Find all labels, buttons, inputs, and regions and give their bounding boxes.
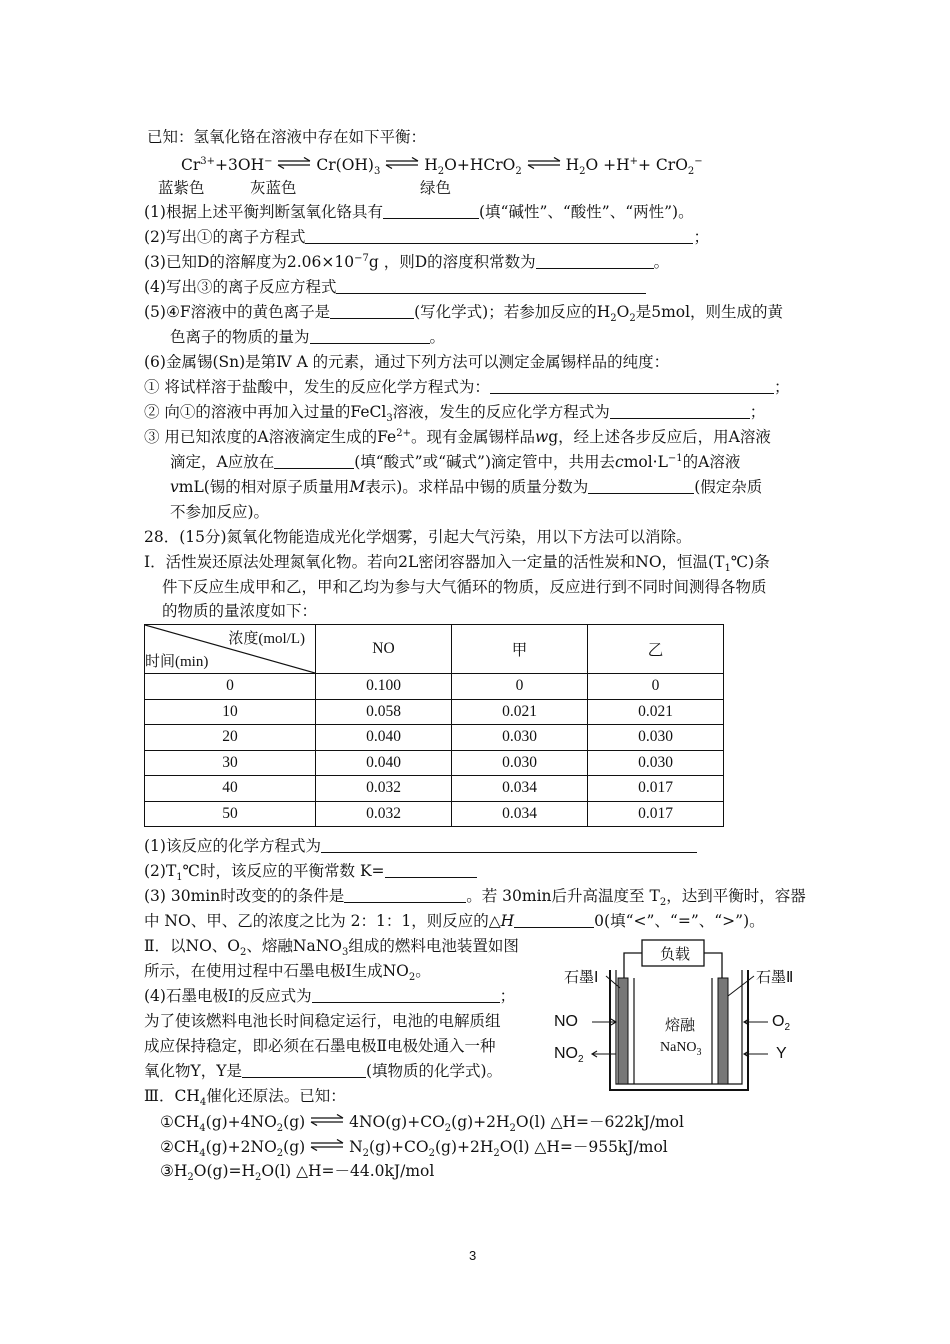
table-row <box>145 750 724 776</box>
section-II-line5: 成应保持稳定，即必须在石墨电极Ⅱ电极处通入一种 <box>144 1037 496 1055</box>
table-cell: 0.100 <box>316 674 452 700</box>
table-row <box>145 801 724 827</box>
answer-blank[interactable] <box>490 377 774 394</box>
reaction-3: $③H_2O(g)=H_2O(l)$ △H=－44.0kJ/mol <box>160 1162 435 1184</box>
section-II-line1: Ⅱ．以NO、$O_2$、熔融NaNO$_3$组成的燃料电池装置如图 <box>144 937 519 959</box>
table-cell: 0.017 <box>588 801 724 827</box>
question-6-step1: ① 将试样溶于盐酸中，发生的反应化学方程式为： ； <box>144 378 790 396</box>
table-cell: 0.021 <box>452 699 588 725</box>
equilibrium-arrow-icon <box>310 1135 344 1147</box>
intro-line: 已知：氢氧化铬在溶液中存在如下平衡： <box>147 128 427 146</box>
question-1: (1)根据上述平衡判断氢氧化铬具有 (填“碱性”、“酸性”、“两性”)。 <box>144 203 694 221</box>
table-cell: 0.030 <box>588 750 724 776</box>
equilibrium-arrow-icon <box>385 153 419 165</box>
leader-line-2 <box>728 976 754 996</box>
graphite-electrode-1 <box>618 978 628 1084</box>
table-row <box>145 725 724 751</box>
question-6-head: (6)金属锡(Sn)是第Ⅳ A 的元素，通过下列方法可以测定金属锡样品的纯度： <box>144 353 670 371</box>
table-cell: 0.034 <box>452 801 588 827</box>
table-cell: 0 <box>145 674 316 700</box>
section-II-line6: 氧化物Y，Y是 (填物质的化学式)。 <box>144 1062 503 1080</box>
table-cell: 20 <box>145 725 316 751</box>
equilibrium-equation: $Cr^{3+}+3OH^-$ $Cr(OH)_3$ $H_2O+HCrO_2$ $H_2O +H^++ CrO_2^-$ <box>181 153 703 176</box>
table-cell: 0 <box>588 674 724 700</box>
no2-gas-label: $NO_2$ <box>554 1045 584 1066</box>
answer-blank[interactable] <box>242 1061 366 1078</box>
corner-concentration-label: 浓度(mol/L) <box>228 631 305 647</box>
section-III-head: Ⅲ．$CH_4$催化还原法。已知： <box>144 1087 346 1109</box>
table-cell: 10 <box>145 699 316 725</box>
equilibrium-arrow-icon <box>277 153 311 165</box>
table-cell: 0.032 <box>316 801 452 827</box>
table-cell: 0 <box>452 674 588 700</box>
table-cell: 0.030 <box>452 725 588 751</box>
answer-blank[interactable] <box>336 277 646 294</box>
section-II-line2: 所示，在使用过程中石墨电极Ⅰ生成$NO_2$。 <box>144 962 431 984</box>
answer-blank[interactable] <box>305 227 693 244</box>
column-header: 乙 <box>588 625 724 674</box>
answer-blank[interactable] <box>588 477 694 494</box>
equilibrium-arrow-icon <box>310 1110 344 1122</box>
section-I-line1: I．活性炭还原法处理氮氧化物。若向2L密闭容器加入一定量的活性炭和NO，恒温$(T_1℃)$条 <box>144 553 770 575</box>
question-6-step3-line2: 滴定，A应放在 (填“酸式”或“碱式”)滴定管中，共用去$cmol\cdot L^{-1}$的A溶液 <box>170 452 741 471</box>
question-5-line2: 色离子的物质的量为 。 <box>170 328 446 346</box>
table-question-3-line1: (3) 30min时改变的的条件是 。若 30min后升高温度至 $T_2$，达到平衡时，容器 <box>144 887 806 909</box>
answer-blank[interactable] <box>536 252 654 269</box>
answer-blank[interactable] <box>385 861 477 878</box>
question-6-step3-line4: 不参加反应)。 <box>170 503 270 521</box>
graphite-electrode-2 <box>718 978 728 1084</box>
table-header-row <box>145 625 724 674</box>
table-cell: 0.040 <box>316 750 452 776</box>
section-II-question-4: (4)石墨电极Ⅰ的反应式为 ； <box>144 987 516 1005</box>
color-blue-violet: 蓝紫色 <box>158 179 205 197</box>
column-header: 甲 <box>452 625 588 674</box>
color-green: 绿色 <box>420 179 452 197</box>
table-cell: 30 <box>145 750 316 776</box>
table-corner-cell <box>145 625 316 674</box>
answer-blank[interactable] <box>610 402 750 419</box>
wire-right <box>704 953 722 978</box>
table-question-1: (1)该反应的化学方程式为 <box>144 835 697 857</box>
table-cell: 0.058 <box>316 699 452 725</box>
table-cell: 0.030 <box>588 725 724 751</box>
table-question-2: $(2)T_1℃$时，该反应的平衡常数 K= <box>144 860 477 882</box>
section-I-line3: 的物质的量浓度如下： <box>162 602 318 620</box>
table-row <box>145 776 724 802</box>
table-row <box>145 699 724 725</box>
answer-blank[interactable] <box>344 886 466 903</box>
table-cell: 40 <box>145 776 316 802</box>
corner-time-label: 时间(min) <box>145 654 209 670</box>
question-6-step2: ② 向①的溶液中再加入过量的FeCl$_3$溶液，发生的反应化学方程式为 ； <box>144 403 766 425</box>
answer-blank[interactable] <box>330 302 414 319</box>
graphite-2-label: 石墨Ⅱ <box>756 969 794 986</box>
answer-blank[interactable] <box>274 452 354 469</box>
equilibrium-arrow-icon <box>527 153 561 165</box>
column-header: NO <box>316 625 452 674</box>
question-3: (3)已知D的溶解度为$2.06\times 10^{-7}g$ ，则D的溶度积常数为 。 <box>144 252 670 271</box>
answer-blank[interactable] <box>321 836 697 853</box>
table-row <box>145 674 724 700</box>
table-cell: 0.017 <box>588 776 724 802</box>
graphite-1-label: 石墨Ⅰ <box>564 969 599 986</box>
section-II-line4: 为了使该燃料电池长时间稳定运行，电池的电解质组 <box>144 1012 501 1030</box>
question-6-step3-line3: vmL(锡的相对原子质量用M表示)。求样品中锡的质量分数为 (假定杂质 <box>170 478 763 496</box>
concentration-table <box>144 624 724 827</box>
color-gray-blue: 灰蓝色 <box>250 179 297 197</box>
question-28-head: 28．(15分)氮氧化物能造成光化学烟雾，引起大气污染，用以下方法可以消除。 <box>144 528 692 546</box>
answer-blank[interactable] <box>383 202 479 219</box>
load-label: 负载 <box>660 946 691 963</box>
o2-gas-label: $O_2$ <box>772 1013 791 1034</box>
page-number: 3 <box>469 1248 477 1263</box>
question-6-step3-line1: ③ 用已知浓度的A溶液滴定生成的$Fe^{2+}$。现有金属锡样品wg，经上述各步反应后，用A溶液 <box>144 427 771 446</box>
molten-label: 熔融 <box>665 1017 696 1034</box>
reaction-2: $②CH_4(g)+2NO_2(g)$ $N_2(g)+CO_2(g)+2H_2O(l)$ △H=－955kJ/mol <box>160 1135 668 1158</box>
y-gas-label: Y <box>776 1045 787 1062</box>
table-cell: 0.032 <box>316 776 452 802</box>
table-cell: 0.040 <box>316 725 452 751</box>
answer-blank[interactable] <box>310 327 430 344</box>
nano3-label: NaNO$_3$ <box>660 1040 702 1058</box>
table-cell: 0.021 <box>588 699 724 725</box>
table-cell: 50 <box>145 801 316 827</box>
no-gas-label: NO <box>554 1013 578 1030</box>
reaction-1: $①CH_4(g)+4NO_2(g)$ $4NO(g)+CO_2(g)+2H_2O(l)$ △H=－622kJ/mol <box>160 1110 684 1133</box>
table-question-3-line2: 中 NO、甲、乙的浓度之比为 2：1：1，则反应的△H 0(填“<”、“=”、“>”)。 <box>144 912 765 930</box>
answer-blank[interactable] <box>312 986 500 1003</box>
table-cell: 0.030 <box>452 750 588 776</box>
wire-left <box>624 953 642 978</box>
question-4: (4)写出③的离子反应方程式 <box>144 276 646 298</box>
question-5-line1: (5)④F溶液中的黄色离子是 (写化学式)；若参加反应的$H_2O_2$是5mol，则生成的黄 <box>144 303 784 325</box>
section-I-line2: 件下反应生成甲和乙，甲和乙均为参与大气循环的物质，反应进行到不同时间测得各物质 <box>162 578 767 596</box>
question-2: (2)写出①的离子方程式 ； <box>144 228 709 246</box>
answer-blank[interactable] <box>514 911 594 928</box>
table-cell: 0.034 <box>452 776 588 802</box>
